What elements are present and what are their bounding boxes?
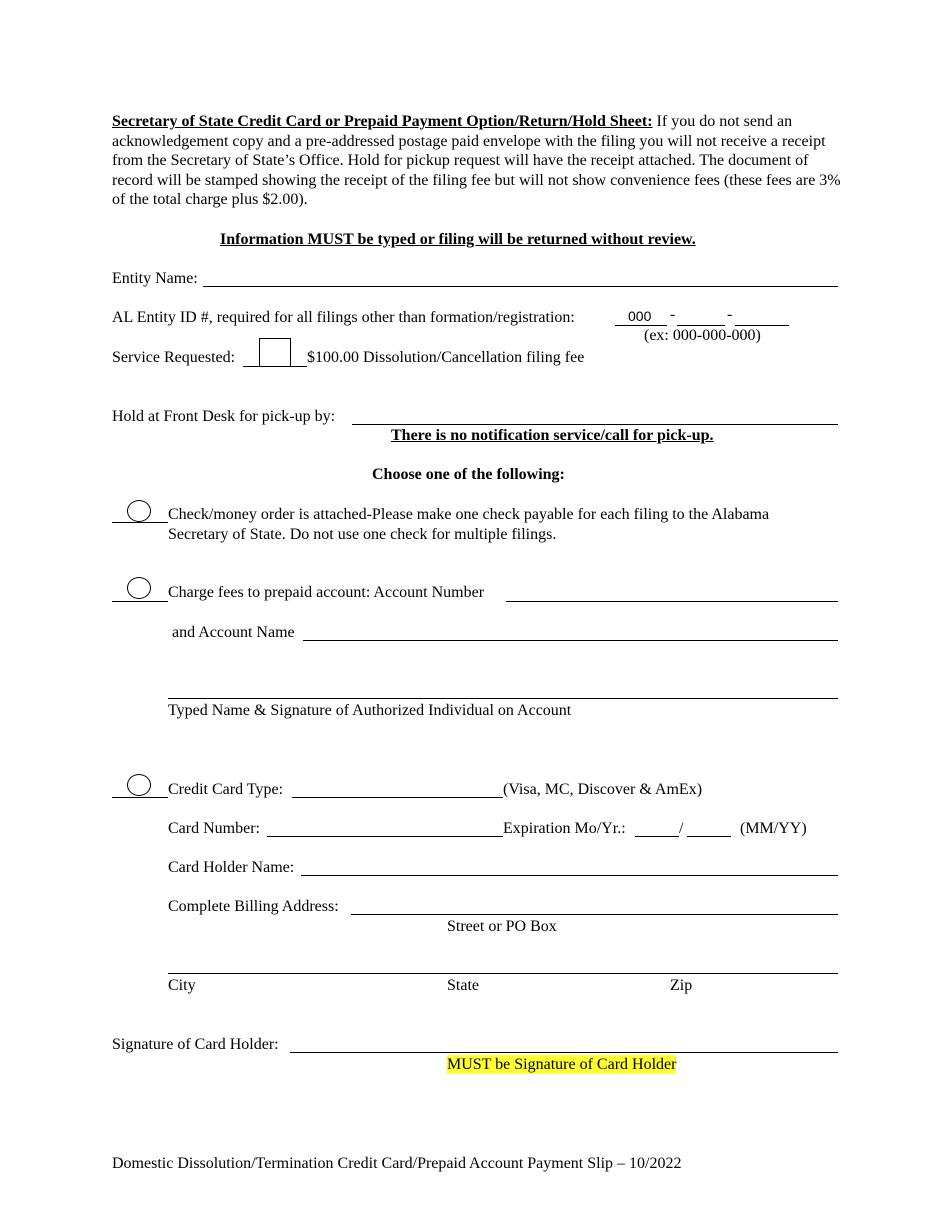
entity-id-separator: - xyxy=(727,306,733,323)
expiration-hint: (MM/YY) xyxy=(740,820,807,837)
zip-caption: Zip xyxy=(670,977,693,994)
card-number-field[interactable] xyxy=(267,836,503,837)
expiration-year-field[interactable] xyxy=(687,836,731,837)
hold-notification-note: There is no notification service/call for pick-up. xyxy=(391,427,714,444)
intro-body: If you do not send an acknowledgement copy and a pre-addressed postage paid envelope with the filing you will not receive a receipt from the Secretary of State’s Office. Hold for pickup request will have the receipt attached. The document of record will be stamped showing the receipt of the filing fee but will not show convenience fees (these fees are 3% of the total charge plus $2.00). xyxy=(112,113,841,208)
intro-paragraph xyxy=(112,112,842,210)
hold-label: Hold at Front Desk for pick-up by: xyxy=(112,408,336,425)
account-number-label: Charge fees to prepaid account: Account Number xyxy=(168,584,485,601)
card-holder-signature-label: Signature of Card Holder: xyxy=(112,1036,279,1053)
service-requested-label: Service Requested: xyxy=(112,349,236,366)
check-option-radio[interactable] xyxy=(127,500,151,522)
card-holder-field[interactable] xyxy=(301,875,838,876)
account-name-label: and Account Name xyxy=(172,624,295,641)
street-caption: Street or PO Box xyxy=(447,918,557,935)
billing-city-state-zip-field[interactable] xyxy=(168,973,838,974)
card-type-hint: (Visa, MC, Discover & AmEx) xyxy=(503,781,703,798)
authorized-signature-field[interactable] xyxy=(168,698,838,699)
city-caption: City xyxy=(168,977,196,994)
entity-name-field[interactable] xyxy=(203,286,838,287)
hold-pickup-field[interactable] xyxy=(352,424,838,425)
account-number-field[interactable] xyxy=(506,601,838,602)
credit-card-option-radio[interactable] xyxy=(127,774,151,796)
service-underline xyxy=(243,366,307,367)
service-checkbox[interactable] xyxy=(259,338,291,367)
check-option-text-line2: Secretary of State. Do not use one check for multiple filings. xyxy=(168,526,557,543)
account-name-field[interactable] xyxy=(303,640,838,641)
prepaid-option-underline xyxy=(112,601,168,602)
billing-address-label: Complete Billing Address: xyxy=(168,898,339,915)
service-fee-text: $100.00 Dissolution/Cancellation filing fee xyxy=(307,349,585,366)
expiration-separator: / xyxy=(679,820,684,837)
entity-id-example: (ex: 000-000-000) xyxy=(644,327,761,344)
card-type-label: Credit Card Type: xyxy=(168,781,284,798)
card-holder-label: Card Holder Name: xyxy=(168,859,295,876)
card-type-field[interactable] xyxy=(292,797,503,798)
entity-id-label: AL Entity ID #, required for all filings other than formation/registration: xyxy=(112,309,575,326)
expiration-label: Expiration Mo/Yr.: xyxy=(503,820,626,837)
card-holder-signature-field[interactable] xyxy=(290,1052,838,1053)
prepaid-option-radio[interactable] xyxy=(127,577,151,599)
typed-notice: Information MUST be typed or filing will be returned without review. xyxy=(220,231,696,248)
choose-heading: Choose one of the following: xyxy=(372,466,565,483)
card-number-label: Card Number: xyxy=(168,820,260,837)
billing-street-field[interactable] xyxy=(351,914,838,915)
state-caption: State xyxy=(447,977,479,994)
check-option-underline xyxy=(112,522,168,523)
entity-id-separator: - xyxy=(670,306,676,323)
form-heading: Secretary of State Credit Card or Prepaid Payment Option/Return/Hold Sheet: xyxy=(112,113,653,130)
entity-name-label: Entity Name: xyxy=(112,270,198,287)
expiration-month-field[interactable] xyxy=(635,836,679,837)
check-option-text-line1: Check/money order is attached-Please make one check payable for each filing to the Alabama xyxy=(168,506,770,523)
signature-requirement-note: MUST be Signature of Card Holder xyxy=(447,1056,677,1073)
authorized-signature-caption: Typed Name & Signature of Authorized Individual on Account xyxy=(168,702,572,719)
credit-card-option-underline xyxy=(112,797,168,798)
form-footer: Domestic Dissolution/Termination Credit Card/Prepaid Account Payment Slip – 10/2022 xyxy=(112,1155,682,1172)
entity-id-prefix: 000 xyxy=(628,308,652,324)
